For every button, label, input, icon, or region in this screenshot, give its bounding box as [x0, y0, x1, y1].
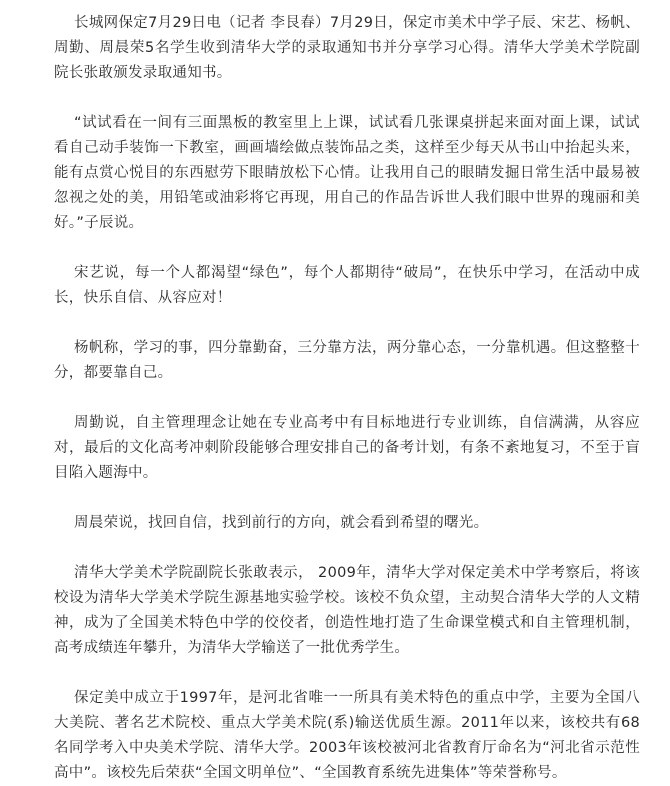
paragraph-lead: 长城网保定7月29日电（记者 李艮春）7月29日，保定市美术中学子辰、宋艺、杨帆、周勤、周晨荣5名学生收到清华大学的录取通知书并分享学习心得。清华大学美术学院副院长张敢颁发录取通知书。 — [54, 15, 640, 81]
paragraph-songyi-quote: 宋艺说，每一个人都渴望“绿色”，每个人都期待“破局”，在快乐中学习，在活动中成长，快乐自信、从容应对！ — [54, 265, 640, 306]
paragraph-zhanggan-statement: 清华大学美术学院副院长张敢表示， 2009年，清华大学对保定美术中学考察后，将该校设为清华大学美术学院生源基地实验学校。该校不负众望，主动契合清华大学的人文精神，成为了全国美术特色中学的佼佼者，创造性地打造了生命课堂模式和自主管理机制，高考成绩连年攀升，为清华大学输送了一批优秀学生。 — [54, 565, 640, 656]
paragraph-zhouqin-quote: 周勤说，自主管理理念让她在专业高考中有目标地进行专业训练，自信满满，从容应对，最后的文化高考冲刺阶段能够合理安排自己的备考计划，有条不紊地复习，不至于盲目陷入题海中。 — [54, 415, 640, 481]
paragraph-zichen-quote: “试试看在一间有三面黑板的教室里上上课，试试看几张课桌拼起来面对面上课，试试看自己动手装饰一下教室，画画墙绘做点装饰品之类，这样至少每天从书山中抬起头来，能有点赏心悦目的东西慰劳下眼睛放松下心情。让我用自己的眼睛发掘日常生活中最易被忽视之处的美，用铅笔或油彩将它再现，用自己的作品告诉世人我们眼中世界的瑰丽和美好。”子辰说。 — [54, 115, 640, 231]
paragraph-yangfan-quote: 杨帆称，学习的事，四分靠勤奋，三分靠方法，两分靠心态，一分靠机遇。但这整整十分，都要靠自己。 — [54, 340, 640, 381]
paragraph-school-background: 保定美中成立于1997年，是河北省唯一一所具有美术特色的重点中学，主要为全国八大美院、著名艺术院校、重点大学美术院(系)输送优质生源。2011年以来，该校共有68名同学考入中央美术学院、清华大学。2003年该校被河北省教育厅命名为“河北省示范性高中”。该校先后荣获“全国文明单位”、“全国教育系统先进集体”等荣誉称号。 — [54, 690, 640, 781]
paragraph-spacer — [54, 86, 640, 111]
paragraph-spacer — [54, 486, 640, 511]
paragraph-spacer — [54, 311, 640, 336]
paragraph-spacer — [54, 236, 640, 261]
paragraph-zhouchenrong-quote: 周晨荣说，找回自信，找到前行的方向，就会看到希望的曙光。 — [74, 515, 489, 531]
paragraph-spacer — [54, 661, 640, 686]
paragraph-spacer — [54, 536, 640, 561]
paragraph-spacer — [54, 386, 640, 411]
